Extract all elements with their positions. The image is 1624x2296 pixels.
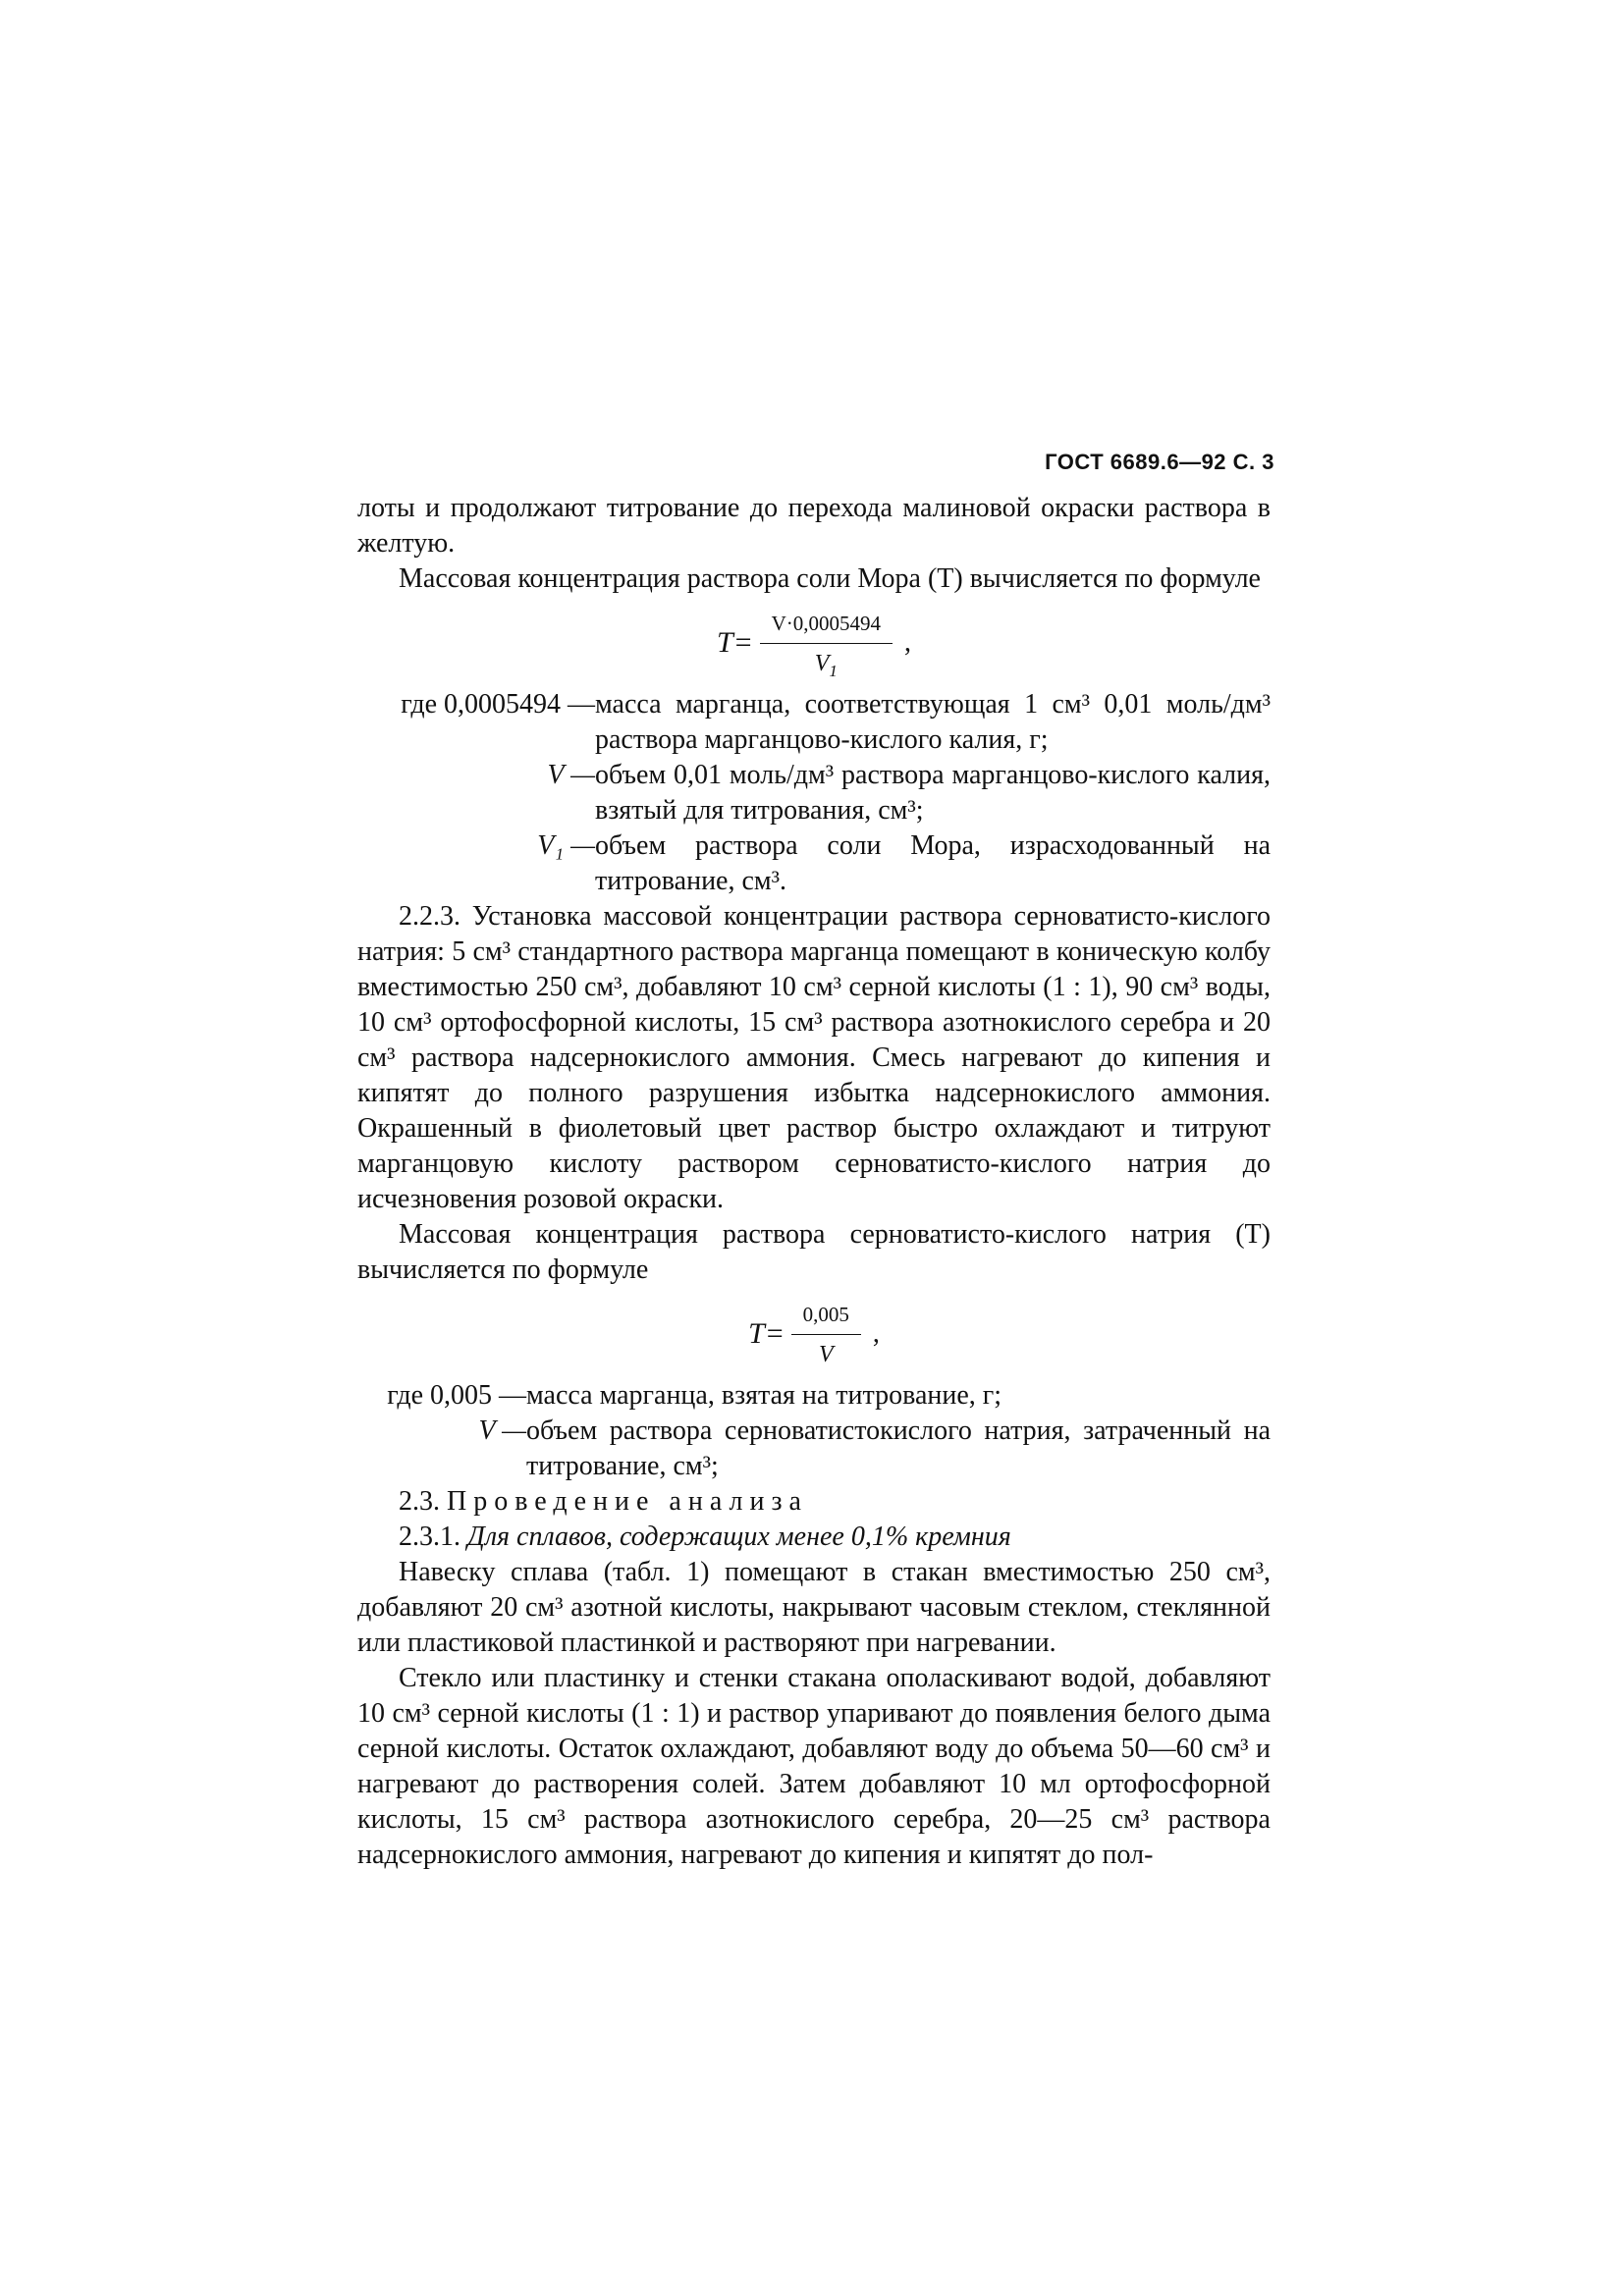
- definition-description: масса марганца, соответствующая 1 см³ 0,01 моль/дм³ раствора марганцово-кислого калия, г;: [595, 689, 1271, 755]
- formula-trailing-comma: ,: [872, 1318, 880, 1349]
- formula-equals: =: [734, 626, 752, 659]
- paragraph-2-2-3: 2.2.3. Установка массовой концентрации раствора серноватисто-кислого натрия: 5 см³ стандартного раствора марганца помещают в коническую колбу вместимостью 250 см³, добавляют 10 см³ серной кислоты (1 : 1), 90 см³ воды, 10 см³ ортофосфорной кислоты, 15 см³ раствора азотнокислого серебра и 20 см³ раствора надсернокислого аммония. Смесь нагревают до кипения и кипятят до полного разрушения избытка надсернокислого аммония. Окрашенный в фиолетовый цвет раствор быстро охлаждают и титруют марганцовую кислоту раствором серноватисто-кислого натрия до исчезновения розовой окраски.: [357, 901, 1271, 1214]
- formula-denominator: V: [818, 1341, 834, 1367]
- paragraph-rinse-and-evaporate: Стекло или пластинку и стенки стакана ополаскивают водой, добавляют 10 см³ серной кислоты (1 : 1) и раствор упаривают до появления белого дыма серной кислоты. Остаток охлаждают, добавляют воду до объема 50—60 см³ и нагревают до растворения солей. Затем добавляют 10 мл ортофосфорной кислоты, 15 см³ раствора азотнокислого серебра, 20—25 см³ раствора надсернокислого аммония, нагревают до кипения и кипятят до пол-: [357, 1663, 1271, 1870]
- section-number: 2.3.: [399, 1486, 447, 1517]
- formula-numerator: V·0,0005494: [760, 606, 893, 644]
- definition-description: объем раствора соли Мора, израсходованный на титрование, см³.: [595, 830, 1271, 896]
- formula-lhs: T: [748, 1317, 765, 1350]
- formula-equals: =: [766, 1317, 784, 1350]
- section-title: Для сплавов, содержащих менее 0,1% кремния: [467, 1522, 1011, 1552]
- running-header: ГОСТ 6689.6—92 С. 3: [1045, 450, 1274, 474]
- definition-description: объем 0,01 моль/дм³ раствора марганцово-кислого калия, взятый для титрования, см³;: [595, 760, 1271, 826]
- formula-thiosulfate: [357, 1296, 1271, 1372]
- section-heading-2-3-1: [357, 1520, 1271, 1555]
- definition-list-mohr: [357, 687, 1271, 899]
- definition-term: где 0,005 —: [387, 1380, 526, 1411]
- formula-denominator-symbol: V: [814, 650, 830, 676]
- formula-fraction: [760, 606, 893, 681]
- definition-list-thiosulfate: [357, 1378, 1271, 1484]
- section-number: 2.3.1.: [399, 1522, 467, 1552]
- definition-item: [357, 1414, 1271, 1484]
- paragraph-sample-dissolution: Навеску сплава (табл. 1) помещают в стакан вместимостью 250 см³, добавляют 20 см³ азотной кислоты, накрывают часовым стеклом, стеклянной или пластиковой пластинкой и растворяют при нагревании.: [357, 1557, 1271, 1658]
- definition-term: V₁ —: [537, 830, 595, 861]
- paragraph-continuation: лоты и продолжают титрование до перехода малиновой окраски раствора в желтую.: [357, 493, 1271, 559]
- definition-description: объем раствора серноватистокислого натрия, затраченный на титрование, см³;: [526, 1415, 1271, 1481]
- document-page: [357, 491, 1271, 1873]
- definition-description: масса марганца, взятая на титрование, г;: [526, 1380, 1002, 1411]
- formula-trailing-comma: ,: [904, 627, 912, 658]
- formula-fraction: [791, 1297, 861, 1372]
- definition-item: [357, 1378, 1271, 1414]
- formula-denominator-subscript: 1: [829, 661, 838, 680]
- paragraph-thiosulfate-concentration: Массовая концентрация раствора серноватисто-кислого натрия (T) вычисляется по формуле: [357, 1219, 1271, 1285]
- definition-item: [357, 687, 1271, 758]
- definition-term: V —: [478, 1415, 526, 1446]
- formula-numerator: 0,005: [791, 1297, 861, 1335]
- formula-mohr: [357, 605, 1271, 681]
- formula-denominator: [815, 644, 838, 681]
- section-title: Проведение анализа: [447, 1486, 808, 1517]
- formula-lhs: T: [716, 626, 733, 659]
- definition-term: где 0,0005494 —: [401, 689, 595, 720]
- definition-item: [357, 758, 1271, 828]
- paragraph-mohr-concentration: Массовая концентрация раствора соли Мора (T) вычисляется по формуле: [399, 563, 1261, 594]
- section-heading-2-3: [357, 1484, 1271, 1520]
- definition-term: V —: [547, 760, 595, 790]
- definition-item: [357, 828, 1271, 899]
